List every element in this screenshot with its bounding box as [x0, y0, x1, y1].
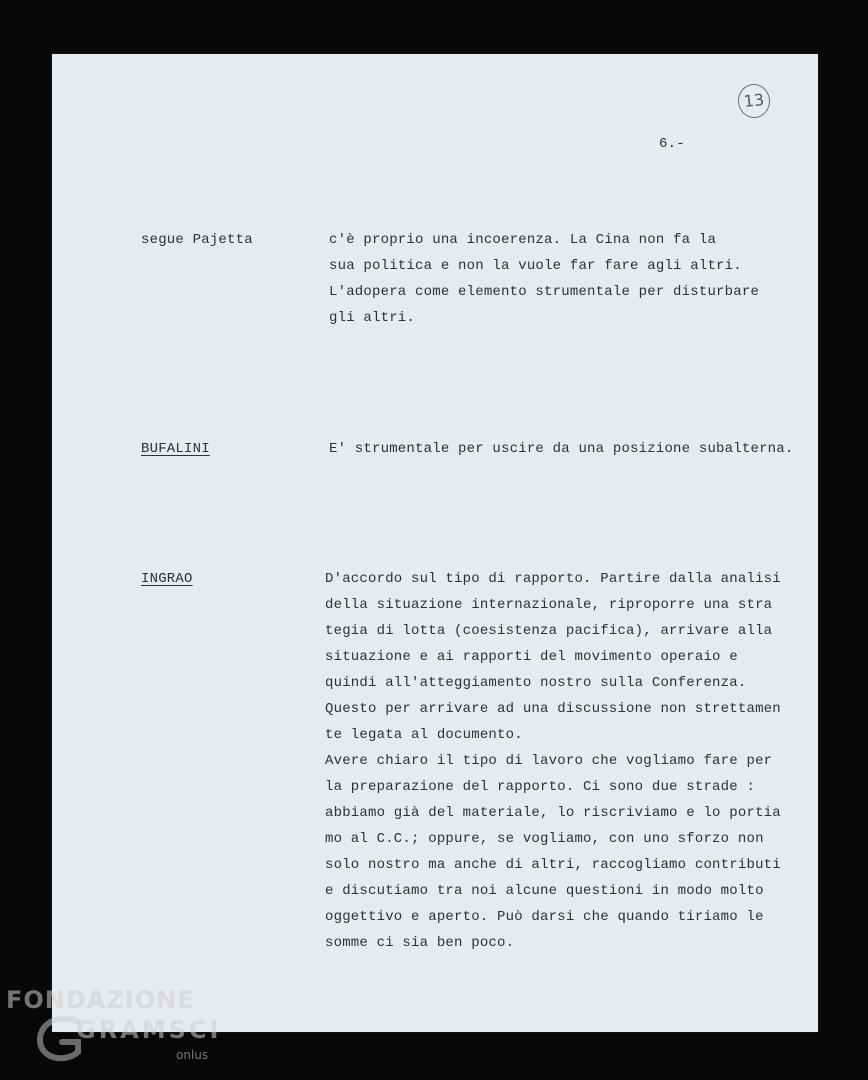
watermark-logo	[6, 986, 222, 1076]
speech-block	[329, 227, 759, 331]
watermark-line3: onlus	[176, 1048, 209, 1062]
page-number: 6.-	[659, 136, 685, 152]
speech-line: la preparazione del rapporto. Ci sono due strade :	[325, 779, 756, 795]
speech-line: sua politica e non la vuole far fare agli altri.	[329, 258, 742, 274]
speech-line: quindi all'atteggiamento nostro sulla Conferenza.	[325, 675, 747, 691]
speech-line: somme ci sia ben poco.	[325, 935, 515, 951]
document-page	[52, 54, 818, 1032]
speech-line: Questo per arrivare ad una discussione non strettamen	[325, 701, 781, 717]
speech-line: E' strumentale per uscire da una posizione subalterna.	[329, 441, 794, 457]
speaker-label: BUFALINI	[141, 441, 210, 457]
speech-line: mo al C.C.; oppure, se vogliamo, con uno sforzo non	[325, 831, 764, 847]
speaker-label: INGRAO	[141, 571, 193, 587]
watermark-line2: GRAMSCI	[76, 1016, 222, 1044]
speech-line: tegia di lotta (coesistenza pacifica), arrivare alla	[325, 623, 773, 639]
speech-line: gli altri.	[329, 310, 416, 326]
speech-line: te legata al documento.	[325, 727, 523, 743]
speech-line: Avere chiaro il tipo di lavoro che vogliamo fare per	[325, 753, 773, 769]
speech-line: oggettivo e aperto. Può darsi che quando tiriamo le	[325, 909, 764, 925]
speech-line: della situazione internazionale, riproporre una stra	[325, 597, 773, 613]
speech-line: e discutiamo tra noi alcune questioni in modo molto	[325, 883, 764, 899]
speech-line: L'adopera come elemento strumentale per disturbare	[329, 284, 760, 300]
speaker-label: segue Pajetta	[141, 232, 253, 248]
speech-line: situazione e ai rapporti del movimento operaio e	[325, 649, 738, 665]
speech-block	[329, 436, 793, 462]
speech-line: abbiamo già del materiale, lo riscriviamo e lo portia	[325, 805, 781, 821]
speech-line: c'è proprio una incoerenza. La Cina non fa la	[329, 232, 717, 248]
speech-line: solo nostro ma anche di altri, raccogliamo contributi	[325, 857, 781, 873]
speech-line: D'accordo sul tipo di rapporto. Partire dalla analisi	[325, 571, 781, 587]
archive-number-circle: 13	[736, 82, 771, 119]
watermark-line1: FONDAZIONE	[6, 986, 195, 1014]
speech-block	[325, 566, 781, 956]
